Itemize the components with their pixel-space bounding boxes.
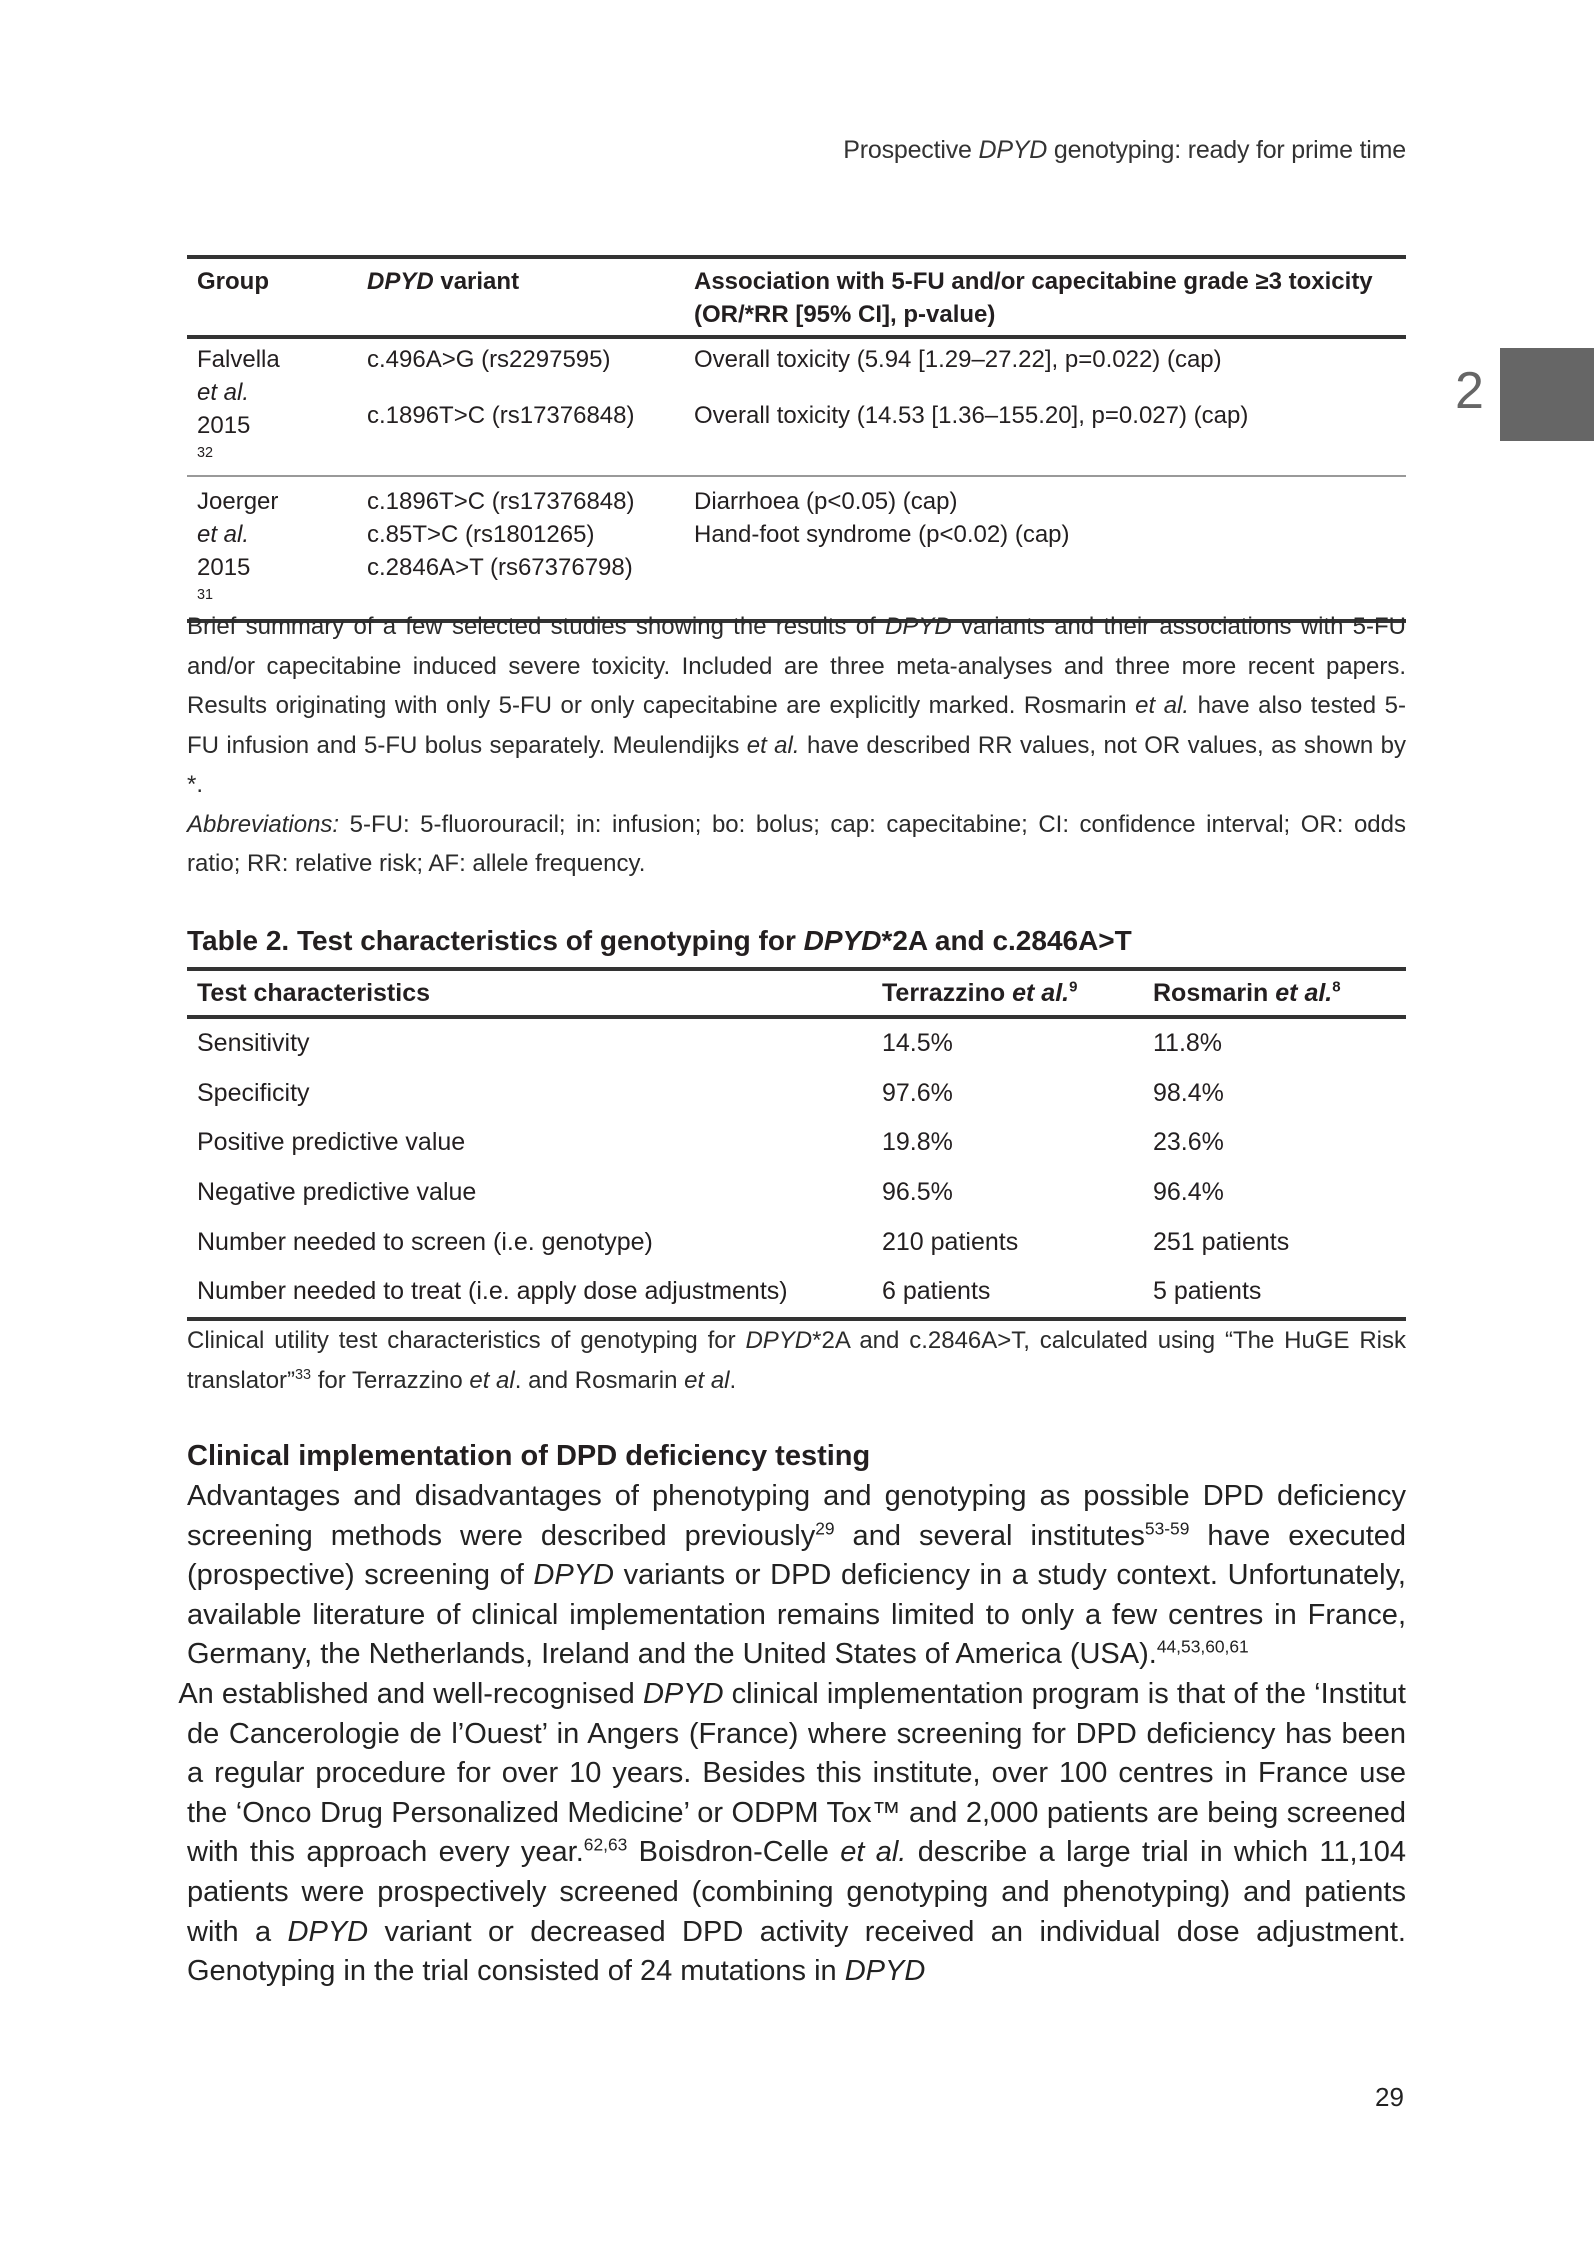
group-cell [187,337,357,476]
caption-text: have described RR values, not OR values, as shown by *. [187,731,1407,798]
header-test-characteristics: Test characteristics [197,978,430,1007]
terrazzino-value: 19.8% [882,1128,953,1157]
group-cell [187,476,357,621]
table-row [187,476,1406,621]
header-association-sub: (OR/*RR [95% CI], p-value) [694,301,996,328]
body-text: describe a large trial in which 11,104 patients were prospectively screened (combining genotyping and phenotyping) and patients with a [187,1836,1406,1948]
group-year: 2015 [197,554,251,581]
caption-gene: DPYD [745,1327,813,1354]
header-author: Rosmarin [1153,978,1276,1007]
rosmarin-value: 11.8% [1153,1029,1223,1058]
header-group: Group [197,268,269,295]
rosmarin-value: 5 patients [1153,1277,1262,1306]
caption-text: Brief summary of a few selected studies showing the results of [187,613,885,640]
variant-cell: c.1896T>C (rs17376848) [367,402,635,430]
body-text: variants or DPD deficiency in a study context. Unfortunately, available literature of clinical implementation remains limited to only a few centres in France, Germany, the Netherlands, Ireland and the United States of America (USA). [187,1559,1406,1671]
rosmarin-value: 251 patients [1153,1227,1290,1256]
body-text: Advantages and disadvantages of phenotyping and genotyping as possible DPD deficiency screening methods were described previously [187,1480,1406,1552]
table-row [187,337,1406,395]
page-number: 29 [1375,2082,1404,2112]
table-row [187,1017,1406,1069]
gene-name: DPYD [642,1677,724,1710]
table-row [187,395,1406,476]
table-1-group-joerger [187,476,1406,621]
association-item: Hand-foot syndrome (p<0.02) (cap) [694,521,1070,548]
row-label: Number needed to screen (i.e. genotype) [197,1227,653,1256]
association-cell: Overall toxicity (5.94 [1.29–27.22], p=0.022) (cap) [694,346,1222,373]
running-head-pre: Prospective [843,136,979,164]
running-head-post: genotyping: ready for prime time [1047,136,1406,164]
terrazzino-value: 96.5% [882,1178,953,1207]
caption-ref: 33 [295,1366,312,1383]
row-label: Negative predictive value [197,1178,477,1207]
caption-etal: et al. [1135,692,1190,719]
caption-text: for Terrazzino [311,1366,470,1394]
table-2-title [187,925,1132,957]
header-rosmarin [1143,969,1406,1017]
rosmarin-value: 23.6% [1153,1128,1224,1157]
variant-cell: c.496A>G (rs2297595) [367,346,611,373]
caption-etal: et al. [746,731,800,759]
group-year: 2015 [197,412,251,439]
header-etal: et al. [1275,978,1333,1007]
table-2-title-text: Table 2. Test characteristics of genotyping for [187,925,804,956]
variant-item: c.1896T>C (rs17376848) [367,488,635,515]
header-variant-label: variant [433,268,520,295]
abbreviations-text: 5-FU: 5-fluorouracil; in: infusion; bo: bolus; cap: capecitabine; CI: confidence interval; OR: odds ratio; RR: relative risk; AF: allele frequency. [187,810,1406,877]
group-ref: 32 [197,445,214,461]
table-row [187,1118,1406,1168]
citation: 44,53,60,61 [1156,1636,1249,1657]
caption-gene: DPYD [884,613,952,640]
table-2-caption-text [187,1321,1406,1400]
header-ref: 8 [1332,978,1341,996]
group-ref: 31 [197,587,214,603]
running-head-gene: DPYD [978,136,1048,164]
running-head [843,136,1406,165]
caption-text: have also tested 5-FU infusion and 5-FU bolus separately. Meulendijks [187,692,1406,759]
etal: et al. [840,1836,907,1869]
table-2 [187,967,1406,1321]
table-row [187,1168,1406,1218]
rosmarin-value: 98.4% [1153,1078,1224,1107]
row-label: Positive predictive value [197,1128,466,1157]
body-text: An established and well-recognised [178,1677,643,1710]
table-1-group-falvella [187,337,1406,476]
gene-name: DPYD [844,1955,926,1988]
body-text: variant or decreased DPD activity received an individual dose adjustment. Genotyping in the trial consisted of 24 mutations in [187,1915,1406,1988]
caption-text: Clinical utility test characteristics of genotyping for [187,1327,746,1354]
table-row [187,1267,1406,1319]
table-row [187,1217,1406,1267]
chapter-number: 2 [1455,362,1484,420]
caption-text: . [729,1366,737,1394]
association-cell [684,476,1406,621]
section-heading: Clinical implementation of DPD deficiency testing [187,1440,871,1472]
caption-etal: et al [684,1366,730,1394]
caption-text: *2A and c.2846A>T, calculated using “The HuGE Risk translator” [187,1327,1406,1394]
terrazzino-value: 14.5% [882,1029,953,1058]
rosmarin-value: 96.4% [1153,1178,1224,1207]
caption-etal: et al [469,1366,515,1394]
terrazzino-value: 6 patients [882,1277,991,1306]
terrazzino-value: 97.6% [882,1078,953,1107]
body-paragraph [178,1477,1407,1992]
table-2-header-row [187,969,1406,1017]
caption-text: . and Rosmarin [514,1366,685,1394]
table-1-caption-text [187,607,1406,805]
row-label: Specificity [197,1078,310,1107]
gene-name: DPYD [533,1559,614,1592]
citation: 62,63 [583,1834,628,1855]
group-author: Falvella [197,346,280,373]
table-row [187,1069,1406,1119]
association-item: Diarrhoea (p<0.05) (cap) [694,488,958,515]
group-etal: et al. [197,379,250,406]
terrazzino-value: 210 patients [882,1227,1019,1256]
chapter-thumb-tab [1500,348,1594,441]
table-1-header-row [187,257,1406,337]
table-2-title-text: *2A and c.2846A>T [881,925,1132,956]
header-ref: 9 [1069,978,1078,996]
body-text: Boisdron-Celle [627,1836,841,1869]
header-association-text: Association with 5-FU and/or capecitabine grade ≥3 toxicity [694,268,1373,295]
gene-name: DPYD [287,1915,369,1948]
header-etal: et al. [1012,978,1070,1007]
table-1-continued [187,255,1406,623]
variant-item: c.2846A>T (rs67376798) [367,554,633,581]
association-cell: Overall toxicity (14.53 [1.36–155.20], p=0.027) (cap) [694,402,1249,430]
body-text: and several institutes [834,1519,1145,1552]
citation: 29 [815,1517,835,1538]
variant-cell [357,476,684,621]
table-1-caption [187,607,1406,884]
group-etal: et al. [197,521,250,548]
header-variant [357,257,684,337]
citation: 53-59 [1144,1517,1190,1538]
header-terrazzino [872,969,1143,1017]
table-2-caption [187,1321,1406,1400]
body-text: clinical implementation program is that of the ‘Institut de Cancerologie de l’Ouest’ in Angers (France) where screening for DPD deficiency has been a regular procedure for over 10 years. Besides this institute, over 100 centres in France use the ‘Onco Drug Personalized Medicine’ or ODPM Tox™ and 2,000 patients are being screened with this approach every year. [187,1677,1406,1869]
caption-text: variants and their associations with 5-FU and/or capecitabine induced severe toxicity. Included are three meta-analyses and three more recent papers. Results originating with only 5-FU or only capecitabine are explicitly marked. Rosmarin [187,613,1406,719]
row-label: Number needed to treat (i.e. apply dose adjustments) [197,1277,788,1306]
variant-item: c.85T>C (rs1801265) [367,521,595,548]
abbreviations-label: Abbreviations: [187,810,340,838]
table-2-title-gene: DPYD [803,925,882,956]
row-label: Sensitivity [197,1029,310,1058]
table-1-abbreviations [187,805,1406,884]
header-author: Terrazzino [882,978,1013,1007]
body-text: have executed (prospective) screening of [187,1519,1407,1592]
header-association [684,257,1406,337]
header-variant-gene: DPYD [367,268,434,295]
group-author: Joerger [197,488,279,515]
